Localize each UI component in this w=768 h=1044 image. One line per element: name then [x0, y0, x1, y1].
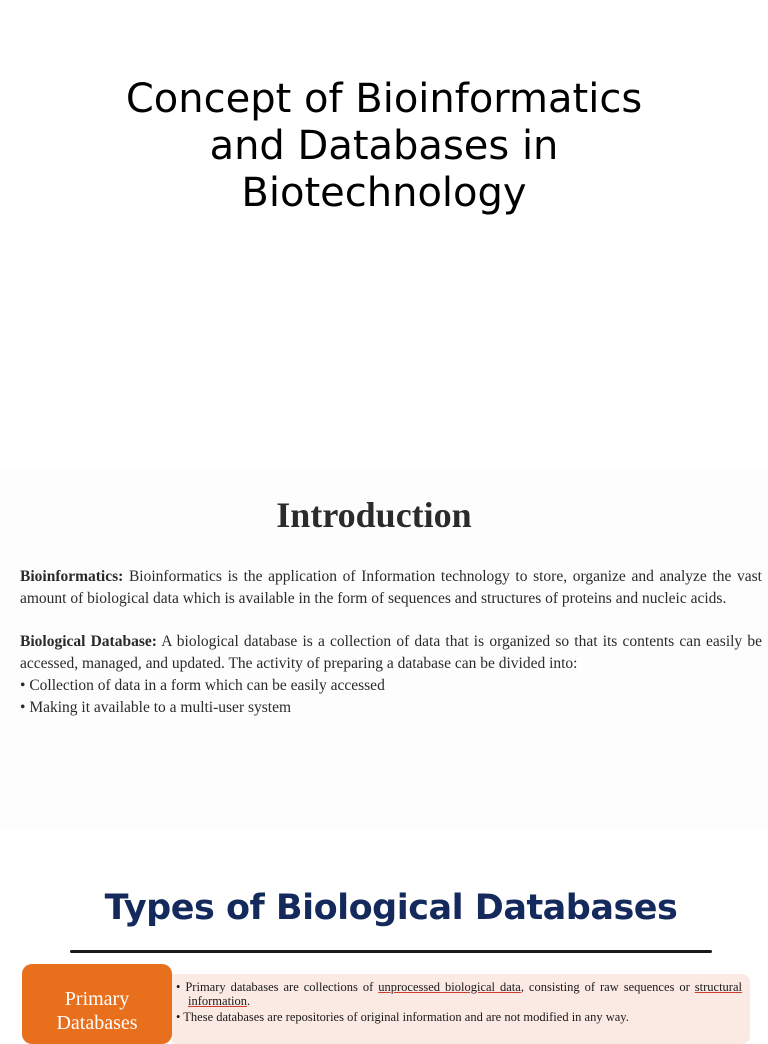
primary-databases-description [172, 974, 750, 1044]
list-item: • Collection of data in a form which can be easily accessed [20, 675, 762, 697]
bioinformatics-definition [20, 566, 762, 610]
title-line: Biotechnology [241, 170, 527, 216]
bullet-text: . [247, 994, 251, 1008]
highlighted-term: unprocessed biological data [378, 980, 521, 994]
presentation-title [60, 76, 708, 217]
types-slide [0, 858, 768, 1034]
primary-databases-label: Primary Databases [22, 964, 172, 1044]
highlighted-term: structural information [188, 980, 742, 1008]
database-text: A biological database is a collection of data that is organized so that its contents can easily be accessed, managed, and updated. The activity of preparing a database can be divided into: [20, 633, 762, 672]
list-item: • Making it available to a multi-user system [20, 697, 762, 719]
database-term: Biological Database: [20, 633, 157, 650]
bioinformatics-term: Bioinformatics: [20, 568, 124, 585]
database-definition [20, 631, 762, 675]
title-slide [0, 0, 768, 470]
list-item [176, 980, 742, 1008]
title-line: Concept of Bioinformatics [125, 76, 643, 122]
bullet-text: Primary databases are collections of [185, 980, 374, 994]
primary-databases-list [176, 980, 742, 1024]
introduction-heading: Introduction [276, 495, 472, 535]
database-steps-list [20, 675, 762, 719]
heading-underline [70, 950, 712, 953]
introduction-slide [0, 470, 768, 830]
introduction-body [20, 566, 762, 719]
list-item: • These databases are repositories of original information and are not modified in any way. [176, 1010, 742, 1024]
bioinformatics-text: Bioinformatics is the application of Information technology to store, organize and analyze the vast amount of biological data which is available in the form of sequences and structures of proteins and nucleic acids. [20, 568, 762, 607]
bullet-text: , consisting of raw sequences or [520, 980, 690, 994]
title-line: and Databases in [209, 123, 559, 169]
types-heading: Types of Biological Databases [104, 888, 678, 928]
